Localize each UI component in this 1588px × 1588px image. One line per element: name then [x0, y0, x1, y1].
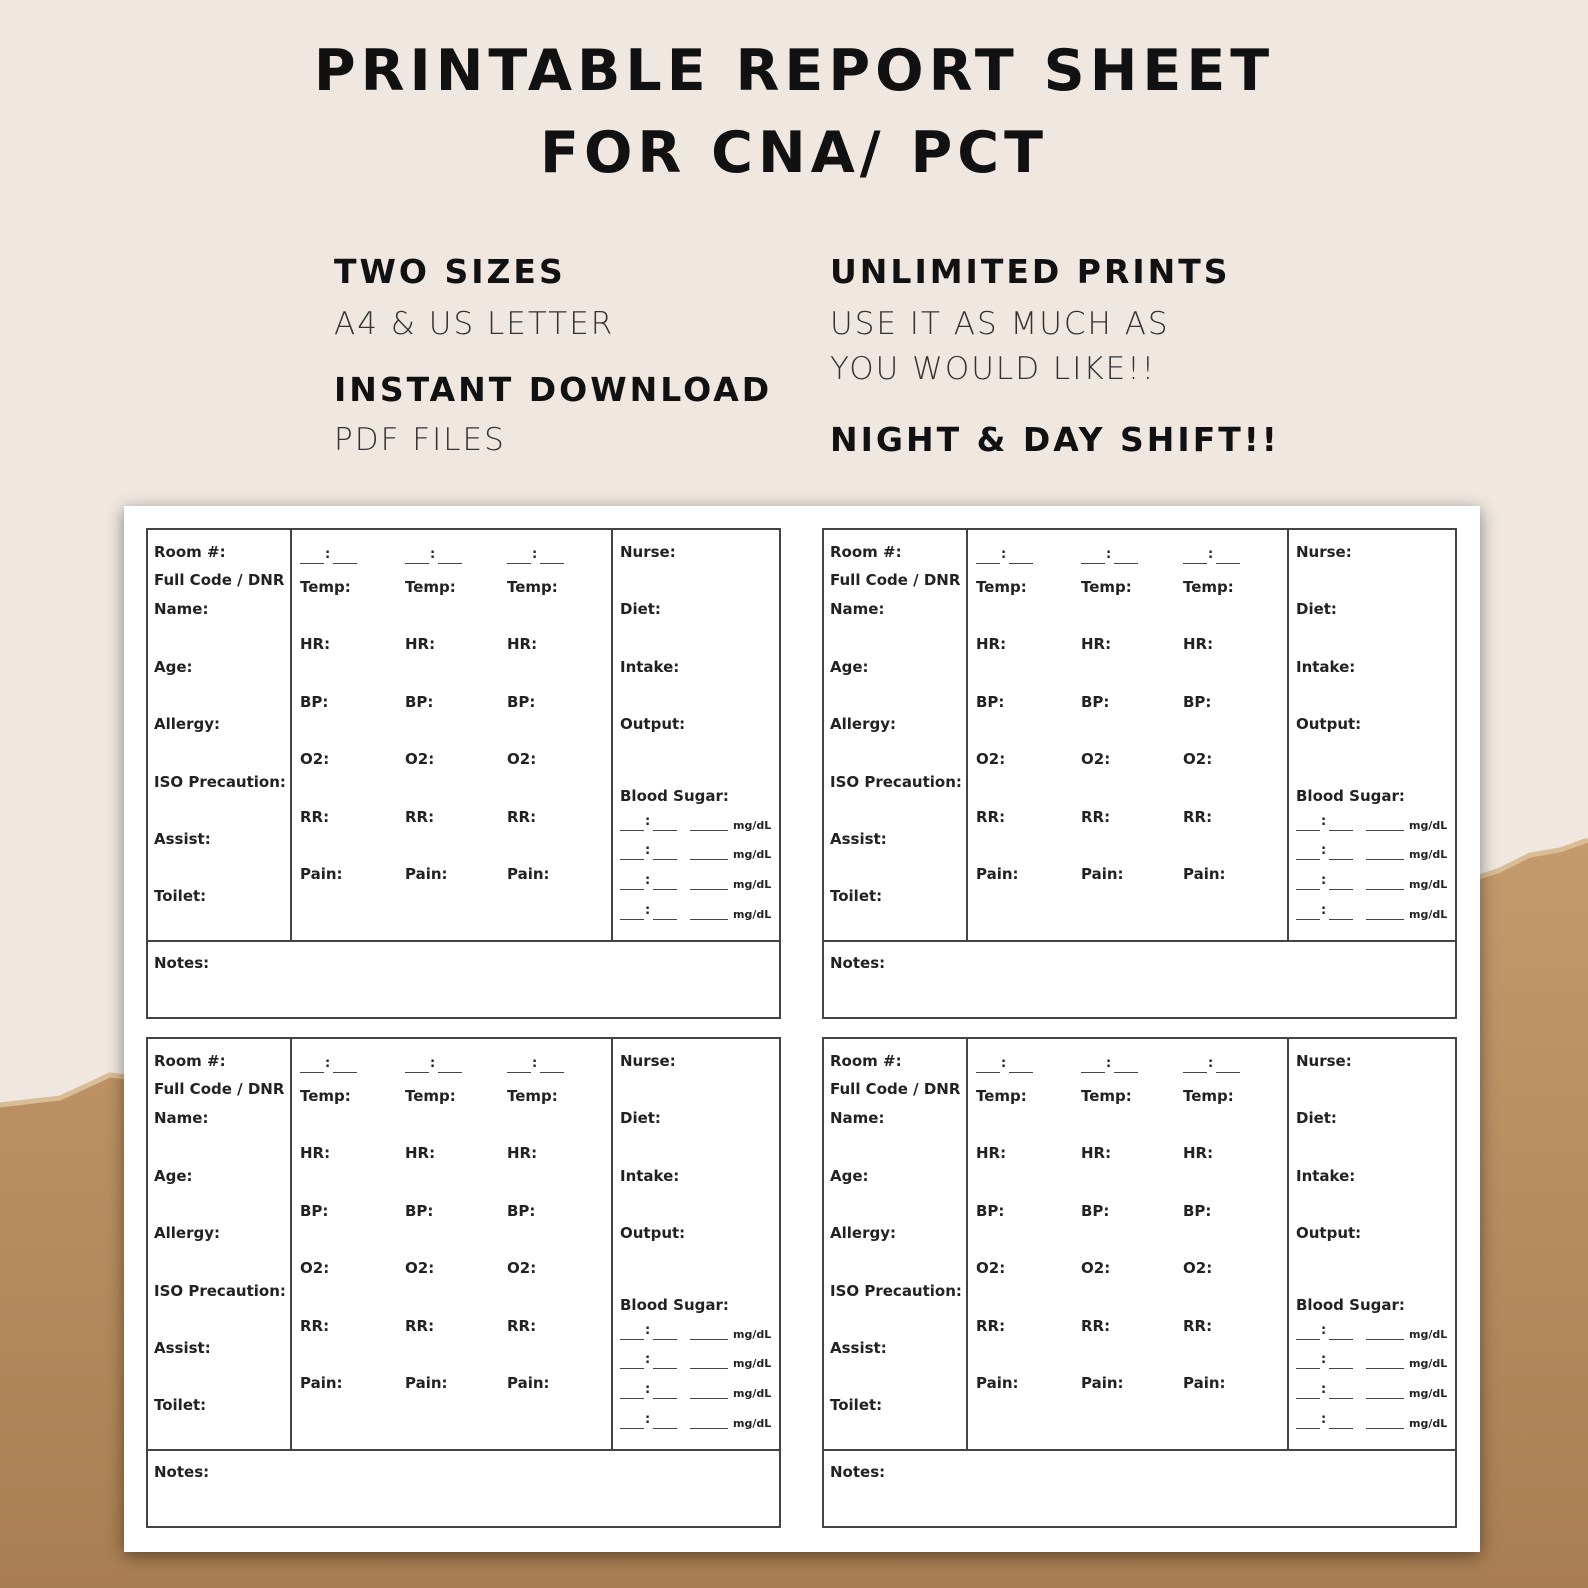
temp-label: Temp:	[1183, 578, 1234, 596]
bs-unit: mg/dL	[733, 819, 772, 832]
o2-label: O2:	[1081, 1259, 1111, 1277]
nurse-label: Nurse:	[620, 543, 676, 561]
pain-label: Pain:	[405, 865, 448, 883]
bs-minute-blank	[1329, 889, 1353, 890]
o2-label: O2:	[300, 750, 330, 768]
intake-label: Intake:	[1296, 1167, 1356, 1185]
time-hour-blank	[1081, 563, 1105, 564]
time-separator: :	[1321, 843, 1327, 858]
time-separator: :	[1208, 547, 1214, 562]
bs-unit: mg/dL	[1409, 819, 1448, 832]
room-label: Room #:	[154, 1052, 226, 1070]
divider-vitals	[1287, 530, 1289, 940]
pain-label: Pain:	[405, 1374, 448, 1392]
report-card	[822, 1037, 1457, 1528]
bs-value-blank	[690, 1368, 728, 1369]
bs-value-blank	[1366, 889, 1404, 890]
toilet-label: Toilet:	[830, 887, 883, 905]
time-separator: :	[1321, 1382, 1327, 1397]
bs-minute-blank	[653, 859, 677, 860]
allergy-label: Allergy:	[154, 715, 220, 733]
allergy-label: Allergy:	[154, 1224, 220, 1242]
divider-patient	[966, 530, 968, 940]
report-card	[146, 528, 781, 1019]
time-separator: :	[645, 1412, 651, 1427]
time-minute-blank	[333, 1072, 357, 1073]
time-separator: :	[325, 1056, 331, 1071]
hr-label: HR:	[300, 635, 331, 653]
bp-label: BP:	[507, 1202, 536, 1220]
rr-label: RR:	[1183, 1317, 1213, 1335]
time-separator: :	[430, 547, 436, 562]
bs-value-blank	[1366, 1428, 1404, 1429]
time-hour-blank	[405, 563, 429, 564]
name-label: Name:	[830, 1109, 885, 1127]
hr-label: HR:	[405, 1144, 436, 1162]
bs-value-blank	[690, 919, 728, 920]
temp-label: Temp:	[507, 578, 558, 596]
o2-label: O2:	[1183, 1259, 1213, 1277]
divider-vitals	[611, 1039, 613, 1449]
assist-label: Assist:	[154, 1339, 211, 1357]
time-separator: :	[1321, 873, 1327, 888]
bs-minute-blank	[1329, 1339, 1353, 1340]
divider-notes	[148, 1449, 779, 1451]
title-line-1: PRINTABLE REPORT SHEET	[313, 38, 1275, 104]
bs-unit: mg/dL	[733, 1328, 772, 1341]
temp-label: Temp:	[1081, 578, 1132, 596]
temp-label: Temp:	[1081, 1087, 1132, 1105]
pain-label: Pain:	[1081, 865, 1124, 883]
output-label: Output:	[620, 715, 686, 733]
hr-label: HR:	[405, 635, 436, 653]
feature-prints-text-1: USE IT AS MUCH AS	[830, 306, 1170, 342]
feature-sizes-title: TWO SIZES	[334, 252, 566, 291]
room-label: Room #:	[830, 543, 902, 561]
bs-value-blank	[1366, 1368, 1404, 1369]
bs-unit: mg/dL	[733, 848, 772, 861]
notes-label: Notes:	[830, 954, 886, 972]
rr-label: RR:	[1081, 808, 1111, 826]
time-separator: :	[645, 843, 651, 858]
time-separator: :	[645, 1323, 651, 1338]
bs-unit: mg/dL	[1409, 1417, 1448, 1430]
divider-notes	[824, 940, 1455, 942]
divider-patient	[290, 1039, 292, 1449]
bs-value-blank	[690, 889, 728, 890]
divider-vitals	[611, 530, 613, 940]
time-hour-blank	[1183, 1072, 1207, 1073]
toilet-label: Toilet:	[154, 887, 207, 905]
o2-label: O2:	[300, 1259, 330, 1277]
time-minute-blank	[1216, 1072, 1240, 1073]
time-separator: :	[1106, 547, 1112, 562]
pain-label: Pain:	[507, 865, 550, 883]
assist-label: Assist:	[830, 830, 887, 848]
time-hour-blank	[300, 1072, 324, 1073]
bs-value-blank	[690, 859, 728, 860]
bs-minute-blank	[1329, 1398, 1353, 1399]
bs-value-blank	[1366, 919, 1404, 920]
output-label: Output:	[1296, 1224, 1362, 1242]
age-label: Age:	[830, 1167, 869, 1185]
temp-label: Temp:	[1183, 1087, 1234, 1105]
assist-label: Assist:	[154, 830, 211, 848]
page-title	[0, 30, 1588, 194]
o2-label: O2:	[1183, 750, 1213, 768]
bs-hour-blank	[620, 859, 644, 860]
time-minute-blank	[1114, 563, 1138, 564]
bs-minute-blank	[653, 1398, 677, 1399]
o2-label: O2:	[1081, 750, 1111, 768]
bs-unit: mg/dL	[733, 878, 772, 891]
rr-label: RR:	[300, 1317, 330, 1335]
divider-vitals	[1287, 1039, 1289, 1449]
iso-precaution-label: ISO Precaution:	[830, 1282, 962, 1300]
time-minute-blank	[438, 563, 462, 564]
time-minute-blank	[1009, 563, 1033, 564]
output-label: Output:	[620, 1224, 686, 1242]
age-label: Age:	[154, 1167, 193, 1185]
feature-download-text: PDF FILES	[334, 422, 506, 458]
bs-hour-blank	[1296, 1398, 1320, 1399]
bs-minute-blank	[653, 1428, 677, 1429]
bs-minute-blank	[653, 1368, 677, 1369]
age-label: Age:	[154, 658, 193, 676]
room-label: Room #:	[830, 1052, 902, 1070]
bp-label: BP:	[976, 693, 1005, 711]
time-separator: :	[645, 903, 651, 918]
pain-label: Pain:	[507, 1374, 550, 1392]
bs-value-blank	[1366, 859, 1404, 860]
report-sheet-preview	[124, 506, 1480, 1552]
feature-prints-title: UNLIMITED PRINTS	[830, 252, 1231, 291]
hr-label: HR:	[1081, 1144, 1112, 1162]
feature-download-title: INSTANT DOWNLOAD	[334, 370, 773, 409]
time-separator: :	[532, 547, 538, 562]
code-status-label: Full Code / DNR	[830, 571, 961, 589]
bs-unit: mg/dL	[733, 1387, 772, 1400]
time-separator: :	[1321, 1412, 1327, 1427]
bs-unit: mg/dL	[733, 908, 772, 921]
bs-minute-blank	[1329, 830, 1353, 831]
iso-precaution-label: ISO Precaution:	[154, 773, 286, 791]
time-separator: :	[1321, 1323, 1327, 1338]
bs-minute-blank	[653, 889, 677, 890]
diet-label: Diet:	[620, 1109, 661, 1127]
rr-label: RR:	[1081, 1317, 1111, 1335]
bs-minute-blank	[1329, 1428, 1353, 1429]
time-separator: :	[532, 1056, 538, 1071]
hr-label: HR:	[1081, 635, 1112, 653]
bs-unit: mg/dL	[1409, 908, 1448, 921]
divider-notes	[824, 1449, 1455, 1451]
name-label: Name:	[154, 1109, 209, 1127]
report-card	[822, 528, 1457, 1019]
time-separator: :	[1106, 1056, 1112, 1071]
time-separator: :	[645, 873, 651, 888]
bs-unit: mg/dL	[733, 1417, 772, 1430]
blood-sugar-label: Blood Sugar:	[1296, 1296, 1405, 1314]
bs-hour-blank	[620, 1339, 644, 1340]
nurse-label: Nurse:	[620, 1052, 676, 1070]
bs-unit: mg/dL	[1409, 1328, 1448, 1341]
time-separator: :	[645, 1382, 651, 1397]
blood-sugar-label: Blood Sugar:	[620, 1296, 729, 1314]
o2-label: O2:	[507, 1259, 537, 1277]
report-card	[146, 1037, 781, 1528]
bp-label: BP:	[405, 1202, 434, 1220]
time-hour-blank	[976, 563, 1000, 564]
pain-label: Pain:	[300, 1374, 343, 1392]
time-hour-blank	[507, 1072, 531, 1073]
bs-hour-blank	[1296, 1428, 1320, 1429]
hr-label: HR:	[300, 1144, 331, 1162]
rr-label: RR:	[405, 1317, 435, 1335]
temp-label: Temp:	[976, 1087, 1027, 1105]
room-label: Room #:	[154, 543, 226, 561]
diet-label: Diet:	[1296, 600, 1337, 618]
time-hour-blank	[976, 1072, 1000, 1073]
time-minute-blank	[333, 563, 357, 564]
bp-label: BP:	[976, 1202, 1005, 1220]
bs-hour-blank	[1296, 859, 1320, 860]
time-minute-blank	[1114, 1072, 1138, 1073]
hr-label: HR:	[976, 1144, 1007, 1162]
output-label: Output:	[1296, 715, 1362, 733]
bs-minute-blank	[1329, 859, 1353, 860]
intake-label: Intake:	[620, 658, 680, 676]
pain-label: Pain:	[976, 1374, 1019, 1392]
age-label: Age:	[830, 658, 869, 676]
o2-label: O2:	[976, 1259, 1006, 1277]
time-separator: :	[1321, 814, 1327, 829]
blood-sugar-label: Blood Sugar:	[620, 787, 729, 805]
diet-label: Diet:	[1296, 1109, 1337, 1127]
hr-label: HR:	[976, 635, 1007, 653]
title-line-2: FOR CNA/ PCT	[540, 120, 1048, 186]
intake-label: Intake:	[1296, 658, 1356, 676]
hr-label: HR:	[507, 635, 538, 653]
time-hour-blank	[405, 1072, 429, 1073]
bs-value-blank	[1366, 1339, 1404, 1340]
time-separator: :	[1208, 1056, 1214, 1071]
code-status-label: Full Code / DNR	[154, 571, 285, 589]
intake-label: Intake:	[620, 1167, 680, 1185]
rr-label: RR:	[507, 808, 537, 826]
time-separator: :	[1001, 547, 1007, 562]
temp-label: Temp:	[405, 578, 456, 596]
bs-minute-blank	[653, 1339, 677, 1340]
bs-hour-blank	[620, 1398, 644, 1399]
bs-hour-blank	[620, 830, 644, 831]
toilet-label: Toilet:	[154, 1396, 207, 1414]
bs-value-blank	[690, 1428, 728, 1429]
bs-value-blank	[690, 1339, 728, 1340]
time-minute-blank	[540, 1072, 564, 1073]
pain-label: Pain:	[1183, 865, 1226, 883]
temp-label: Temp:	[405, 1087, 456, 1105]
hr-label: HR:	[507, 1144, 538, 1162]
iso-precaution-label: ISO Precaution:	[830, 773, 962, 791]
feature-sizes-text: A4 & US LETTER	[334, 306, 615, 342]
allergy-label: Allergy:	[830, 1224, 896, 1242]
toilet-label: Toilet:	[830, 1396, 883, 1414]
o2-label: O2:	[405, 1259, 435, 1277]
notes-label: Notes:	[830, 1463, 886, 1481]
assist-label: Assist:	[830, 1339, 887, 1357]
bs-hour-blank	[1296, 889, 1320, 890]
pain-label: Pain:	[1183, 1374, 1226, 1392]
nurse-label: Nurse:	[1296, 1052, 1352, 1070]
divider-patient	[966, 1039, 968, 1449]
divider-notes	[148, 940, 779, 942]
bp-label: BP:	[300, 1202, 329, 1220]
bs-unit: mg/dL	[1409, 1387, 1448, 1400]
code-status-label: Full Code / DNR	[154, 1080, 285, 1098]
time-hour-blank	[1183, 563, 1207, 564]
time-minute-blank	[438, 1072, 462, 1073]
time-separator: :	[325, 547, 331, 562]
name-label: Name:	[154, 600, 209, 618]
bs-hour-blank	[1296, 1339, 1320, 1340]
temp-label: Temp:	[976, 578, 1027, 596]
bs-value-blank	[690, 1398, 728, 1399]
code-status-label: Full Code / DNR	[830, 1080, 961, 1098]
bs-minute-blank	[653, 830, 677, 831]
bp-label: BP:	[1081, 1202, 1110, 1220]
bs-hour-blank	[620, 1368, 644, 1369]
bs-hour-blank	[620, 919, 644, 920]
time-minute-blank	[1009, 1072, 1033, 1073]
time-minute-blank	[1216, 563, 1240, 564]
iso-precaution-label: ISO Precaution:	[154, 1282, 286, 1300]
bp-label: BP:	[1081, 693, 1110, 711]
time-hour-blank	[507, 563, 531, 564]
time-hour-blank	[1081, 1072, 1105, 1073]
hr-label: HR:	[1183, 635, 1214, 653]
time-minute-blank	[540, 563, 564, 564]
nurse-label: Nurse:	[1296, 543, 1352, 561]
blood-sugar-label: Blood Sugar:	[1296, 787, 1405, 805]
bs-minute-blank	[1329, 919, 1353, 920]
bs-value-blank	[690, 830, 728, 831]
bp-label: BP:	[1183, 1202, 1212, 1220]
o2-label: O2:	[976, 750, 1006, 768]
hr-label: HR:	[1183, 1144, 1214, 1162]
bs-hour-blank	[620, 889, 644, 890]
notes-label: Notes:	[154, 1463, 210, 1481]
time-separator: :	[1321, 1352, 1327, 1367]
rr-label: RR:	[1183, 808, 1213, 826]
feature-shift-title: NIGHT & DAY SHIFT!!	[830, 420, 1280, 459]
bs-unit: mg/dL	[1409, 878, 1448, 891]
rr-label: RR:	[976, 1317, 1006, 1335]
bp-label: BP:	[405, 693, 434, 711]
time-hour-blank	[300, 563, 324, 564]
time-separator: :	[430, 1056, 436, 1071]
bs-unit: mg/dL	[1409, 1357, 1448, 1370]
bs-hour-blank	[1296, 919, 1320, 920]
pain-label: Pain:	[1081, 1374, 1124, 1392]
time-separator: :	[1321, 903, 1327, 918]
bs-hour-blank	[620, 1428, 644, 1429]
bs-minute-blank	[1329, 1368, 1353, 1369]
feature-prints-text-2: YOU WOULD LIKE!!	[830, 351, 1157, 387]
rr-label: RR:	[507, 1317, 537, 1335]
temp-label: Temp:	[300, 578, 351, 596]
divider-patient	[290, 530, 292, 940]
rr-label: RR:	[300, 808, 330, 826]
bp-label: BP:	[300, 693, 329, 711]
o2-label: O2:	[405, 750, 435, 768]
bp-label: BP:	[507, 693, 536, 711]
pain-label: Pain:	[976, 865, 1019, 883]
o2-label: O2:	[507, 750, 537, 768]
notes-label: Notes:	[154, 954, 210, 972]
temp-label: Temp:	[300, 1087, 351, 1105]
allergy-label: Allergy:	[830, 715, 896, 733]
rr-label: RR:	[405, 808, 435, 826]
temp-label: Temp:	[507, 1087, 558, 1105]
bs-value-blank	[1366, 830, 1404, 831]
bs-hour-blank	[1296, 830, 1320, 831]
name-label: Name:	[830, 600, 885, 618]
bp-label: BP:	[1183, 693, 1212, 711]
time-separator: :	[645, 1352, 651, 1367]
time-separator: :	[1001, 1056, 1007, 1071]
bs-unit: mg/dL	[1409, 848, 1448, 861]
bs-unit: mg/dL	[733, 1357, 772, 1370]
pain-label: Pain:	[300, 865, 343, 883]
bs-hour-blank	[1296, 1368, 1320, 1369]
bs-minute-blank	[653, 919, 677, 920]
rr-label: RR:	[976, 808, 1006, 826]
time-separator: :	[645, 814, 651, 829]
diet-label: Diet:	[620, 600, 661, 618]
bs-value-blank	[1366, 1398, 1404, 1399]
